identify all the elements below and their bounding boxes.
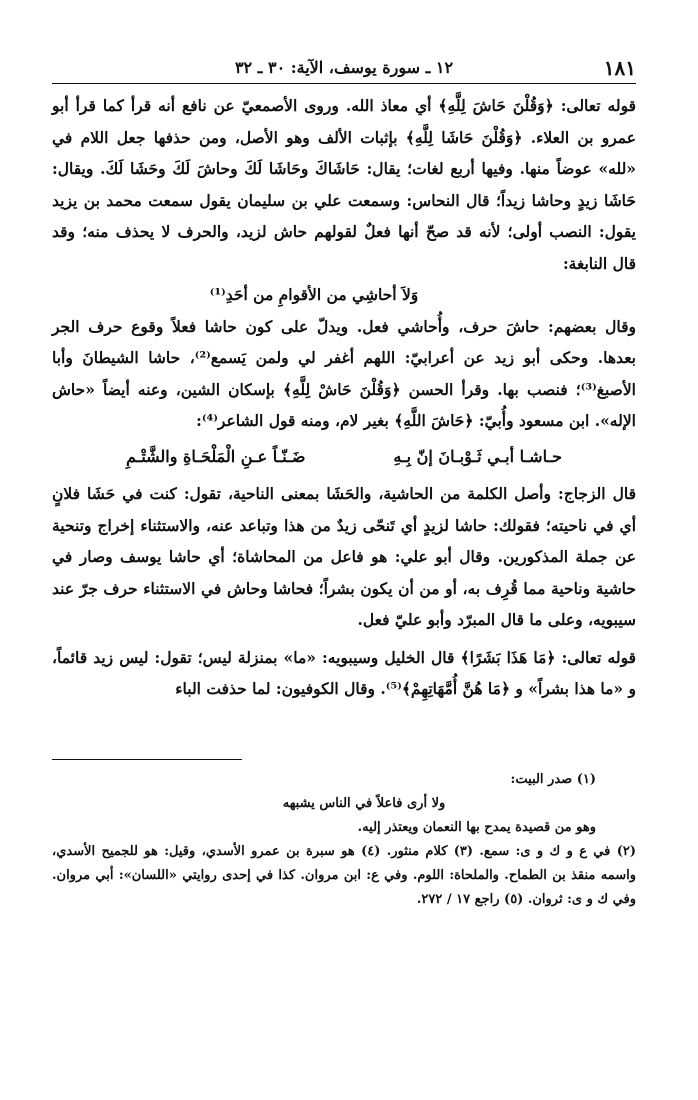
footnote-1-label: (١) صدر البيت: <box>510 771 596 787</box>
book-page <box>52 50 636 1070</box>
paragraph-hasha-harf: وقال بعضهم: حاشَ حرف، وأُحاشي فعل. ويدلّ على كون حاشا فعلاً وقوع حرف الجر بعدها. وحكى أبو زيد عن أعرابيّ: اللهم أغفر لي ولمن يَسمع⁽²⁾، حاشا الشيطانَ وأبا الأصبغ⁽³⁾؛ فنصب بها. وقرأ الحسن ﴿وَقُلْنَ حَاشْ لِلَّهِ﴾ بإسكان الشين، وعنه أيضاً «حاش الإله». ابن مسعود وأُبيّ: ﴿حَاشَ اللَّهِ﴾ بغير لام، ومنه قول الشاعر⁽⁴⁾: <box>52 316 636 430</box>
paragraph-zajjaj: قال الزجاج: وأصل الكلمة من الحاشية، والحَشَا بمعنى الناحية، تقول: كنت في حَشَا فلانٍ أي في ناحيته؛ فقولك: حاشا لزيدٍ أي تَنحّى زيدٌ من هذا وتباعد عنه، والاستثناء إخراج وتنحية عن جملة المذكورين. وقال أبو علي: هو فاعل من المحاشاة؛ أي حاشا يوسف وصار في حاشية وناحية مما قُرِف به، أو من أن يكون بشراً؛ فحاشا وحاش في الاستثناء حرف جرّ عند سيبويه، وعلى ما قال المبرّد وأبو عليّ فعل. <box>52 484 636 629</box>
paragraph-ma-hadha-bashara: قوله تعالى: ﴿مَا هَذَا بَشَرًا﴾ قال الخليل وسيبويه: «ما» بمنزلة ليس؛ تقول: ليس زيد قائماً، و «ما هذا بشراً» و ﴿مَا هُنَّ أُمَّهَاتِهِمْ﴾⁽⁵⁾. وقال الكوفيون: لما حذفت الباء <box>52 647 636 698</box>
verse-nabigha: وَلاَ أحاشِي من الأقوامِ من أحَدِ⁽¹⁾ <box>209 285 419 304</box>
footnotes <box>52 768 636 912</box>
main-text <box>52 90 636 705</box>
page-number: ١٨١ <box>603 56 636 80</box>
footnotes-2-to-5: (٢) في ع و ك و ى: سمع. (٣) كلام منثور. (٤) هو سبرة بن عمرو الأسدي، وقيل: هو للجميح الأسدي، واسمه منقذ بن الطماح. والملحاة: اللوم. وفي ع: ابن مروان. كذا في إحدى روايتي «اللسان»: أبي مروان. وفي ك و ى: ثروان. (٥) راجع ١٧ / ٢٧٢. <box>52 843 636 907</box>
header-rule <box>52 83 636 84</box>
verse-couplet <box>52 437 636 479</box>
verse-hemistich-second: ضَـنّـاً عـنِ الْمَلْحَـاةِ والشَّتْـمِ <box>125 446 306 466</box>
footnote-1-note: وهو من قصيدة يمدح بها النعمان ويعتذر إليه. <box>357 819 596 835</box>
paragraph-hasha-lillah: قوله تعالى: ﴿وَقُلْنَ حَاشَ لِلَّهِ﴾ أي معاذ الله. وروى الأصمعيّ عن نافع أنه قرأ كما قرأ أبو عمرو بن العلاء. ﴿وَقُلْنَ حَاشَا لِلَّهِ﴾ بإثبات الألف وهو الأصل، ومن حذفها جعل اللام في «لله» عوضاً منها. وفيها أربع لغات؛ يقال: حَاشَاكَ وحَاشَا لَكَ وحاشَ لَكَ وحَشَا لَكَ. ويقال: حَاشَا زيدٍ وحاشا زيداً؛ قال النحاس: وسمعت علي بن سليمان يقول سمعت محمد بن يزيد يقول: النصب أولى؛ لأنه قد صحّ أنها فعلٌ لقولهم حاش لزيد، والحرف لا يحذف منه؛ وقد قال النابغة: <box>52 96 636 273</box>
verse-hemistich-first: حـاشـا أبـي ثَـوْبـانَ إنّ بِـهِ <box>393 446 563 466</box>
running-title: ١٢ ـ سورة يوسف، الآية: ٣٠ ـ ٣٢ <box>234 58 454 77</box>
footnote-rule <box>52 759 242 760</box>
footnote-1-verse: ولا أرى فاعلاً في الناس يشبهه <box>282 795 446 811</box>
page-header <box>52 50 636 84</box>
